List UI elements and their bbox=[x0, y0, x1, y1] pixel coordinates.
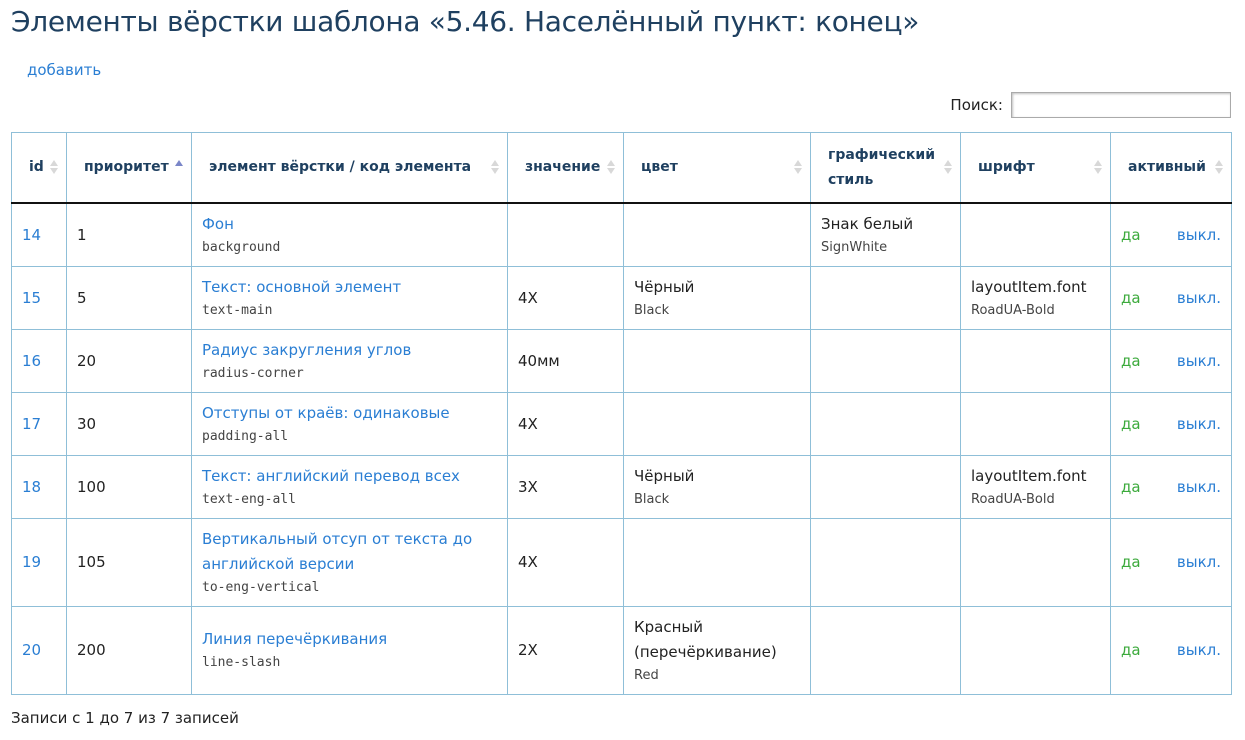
font-code: RoadUA-Bold bbox=[971, 491, 1055, 507]
cell-font bbox=[961, 455, 1111, 518]
cell-element bbox=[192, 606, 508, 694]
column-header-label: id bbox=[29, 159, 44, 175]
column-header-label: значение bbox=[525, 159, 601, 175]
active-controls bbox=[1121, 415, 1221, 433]
cell-graphic-style bbox=[811, 606, 961, 694]
active-controls bbox=[1121, 553, 1221, 571]
cell-color bbox=[624, 392, 811, 455]
priority-value: 200 bbox=[77, 641, 106, 659]
toggle-off-link[interactable]: выкл. bbox=[1176, 553, 1221, 571]
row-id-link[interactable]: 20 bbox=[22, 641, 42, 659]
cell-font bbox=[961, 266, 1111, 329]
cell-id bbox=[12, 518, 67, 606]
row-id-link[interactable]: 17 bbox=[22, 414, 42, 433]
sort-ascending-icon bbox=[175, 160, 183, 174]
sort-icon bbox=[50, 160, 58, 174]
cell-active bbox=[1111, 455, 1232, 518]
color-code: Black bbox=[634, 491, 670, 507]
cell-value bbox=[508, 518, 624, 606]
column-header-label: активный bbox=[1128, 159, 1206, 175]
column-header-label: цвет bbox=[641, 159, 678, 175]
element-code: text-eng-all bbox=[202, 491, 296, 507]
element-code: background bbox=[202, 239, 281, 255]
table-row bbox=[12, 455, 1232, 518]
cell-color bbox=[624, 203, 811, 266]
cell-id bbox=[12, 455, 67, 518]
cell-active bbox=[1111, 203, 1232, 266]
color-name: Чёрный bbox=[634, 277, 695, 296]
cell-graphic-style bbox=[811, 518, 961, 606]
cell-element bbox=[192, 203, 508, 266]
table-row bbox=[12, 203, 1232, 266]
cell-graphic-style bbox=[811, 455, 961, 518]
cell-graphic-style bbox=[811, 203, 961, 266]
cell-element bbox=[192, 518, 508, 606]
active-yes-link[interactable]: да bbox=[1121, 553, 1141, 571]
cell-id bbox=[12, 392, 67, 455]
active-yes-link[interactable]: да bbox=[1121, 351, 1141, 370]
cell-priority bbox=[67, 203, 192, 266]
font-code: RoadUA-Bold bbox=[971, 302, 1055, 318]
value-text: 3X bbox=[518, 477, 538, 496]
cell-element bbox=[192, 455, 508, 518]
column-header-value[interactable] bbox=[508, 133, 624, 204]
cell-value bbox=[508, 266, 624, 329]
element-code: to-eng-vertical bbox=[202, 579, 320, 595]
column-header-font[interactable] bbox=[961, 133, 1111, 204]
cell-priority bbox=[67, 392, 192, 455]
cell-active bbox=[1111, 392, 1232, 455]
column-header-label: приоритет bbox=[84, 159, 169, 175]
element-name-link[interactable]: Текст: английский перевод всех bbox=[202, 466, 460, 485]
sort-icon bbox=[794, 160, 802, 174]
sort-icon bbox=[607, 160, 615, 174]
value-text: 2X bbox=[518, 641, 538, 659]
toggle-off-link[interactable]: выкл. bbox=[1176, 288, 1221, 307]
active-controls bbox=[1121, 478, 1221, 496]
cell-element bbox=[192, 266, 508, 329]
element-name-link[interactable]: Отступы от краёв: одинаковые bbox=[202, 403, 450, 422]
cell-value bbox=[508, 606, 624, 694]
cell-font bbox=[961, 392, 1111, 455]
page-title: Элементы вёрстки шаблона «5.46. Населённый пункт: конец» bbox=[11, 5, 920, 38]
column-header-graphic-style[interactable] bbox=[811, 133, 961, 204]
table-body bbox=[12, 203, 1232, 694]
cell-color bbox=[624, 606, 811, 694]
cell-active bbox=[1111, 606, 1232, 694]
active-controls bbox=[1121, 226, 1221, 244]
cell-priority bbox=[67, 455, 192, 518]
element-code: padding-all bbox=[202, 428, 289, 444]
active-yes-link[interactable]: да bbox=[1121, 477, 1141, 496]
style-name: Знак белый bbox=[821, 214, 914, 233]
cell-font bbox=[961, 203, 1111, 266]
search-input[interactable] bbox=[1011, 92, 1231, 118]
priority-value: 105 bbox=[77, 553, 106, 571]
cell-id bbox=[12, 329, 67, 392]
search-label: Поиск: bbox=[950, 96, 1003, 114]
cell-graphic-style bbox=[811, 329, 961, 392]
cell-graphic-style bbox=[811, 266, 961, 329]
cell-element bbox=[192, 392, 508, 455]
element-code: radius-corner bbox=[202, 365, 304, 381]
row-id-link[interactable]: 16 bbox=[22, 351, 42, 370]
font-name: layoutItem.font bbox=[971, 277, 1087, 296]
table-row bbox=[12, 266, 1232, 329]
sort-icon bbox=[1215, 160, 1223, 174]
value-text: 4X bbox=[518, 288, 538, 307]
cell-font bbox=[961, 329, 1111, 392]
color-code: Red bbox=[634, 667, 659, 683]
cell-priority bbox=[67, 266, 192, 329]
sort-icon bbox=[944, 160, 952, 174]
cell-value bbox=[508, 329, 624, 392]
priority-value: 5 bbox=[77, 288, 87, 307]
toggle-off-link[interactable]: выкл. bbox=[1176, 225, 1221, 244]
cell-color bbox=[624, 266, 811, 329]
cell-value bbox=[508, 392, 624, 455]
cell-priority bbox=[67, 606, 192, 694]
cell-font bbox=[961, 606, 1111, 694]
toggle-off-link[interactable]: выкл. bbox=[1176, 641, 1221, 659]
cell-active bbox=[1111, 518, 1232, 606]
cell-font bbox=[961, 518, 1111, 606]
cell-active bbox=[1111, 266, 1232, 329]
priority-value: 20 bbox=[77, 351, 97, 370]
table-info: Записи с 1 до 7 из 7 записей bbox=[11, 709, 239, 727]
column-header-label: графический стиль bbox=[828, 146, 936, 188]
column-header-label: шрифт bbox=[978, 159, 1035, 175]
cell-value bbox=[508, 455, 624, 518]
active-controls bbox=[1121, 352, 1221, 370]
cell-color bbox=[624, 455, 811, 518]
cell-active bbox=[1111, 329, 1232, 392]
sort-icon bbox=[491, 160, 499, 174]
cell-priority bbox=[67, 518, 192, 606]
cell-graphic-style bbox=[811, 392, 961, 455]
active-controls bbox=[1121, 289, 1221, 307]
cell-color bbox=[624, 518, 811, 606]
column-header-color[interactable] bbox=[624, 133, 811, 204]
active-yes-link[interactable]: да bbox=[1121, 414, 1141, 433]
cell-id bbox=[12, 606, 67, 694]
row-id-link[interactable]: 14 bbox=[22, 225, 42, 244]
value-text: 4X bbox=[518, 553, 538, 571]
element-name-link[interactable]: Линия перечёркивания bbox=[202, 630, 388, 648]
row-id-link[interactable]: 18 bbox=[22, 477, 42, 496]
priority-value: 30 bbox=[77, 414, 97, 433]
element-name-link[interactable]: Фон bbox=[202, 214, 234, 233]
color-name: Красный (перечёркивание) bbox=[634, 617, 777, 661]
cell-id bbox=[12, 203, 67, 266]
column-header-element[interactable] bbox=[192, 133, 508, 204]
toggle-off-link[interactable]: выкл. bbox=[1176, 414, 1221, 433]
cell-id bbox=[12, 266, 67, 329]
add-link[interactable]: добавить bbox=[27, 61, 102, 79]
sort-icon bbox=[1094, 160, 1102, 174]
table-row bbox=[12, 518, 1232, 606]
element-code: text-main bbox=[202, 302, 273, 318]
column-header-active[interactable] bbox=[1111, 133, 1232, 204]
value-text: 40мм bbox=[518, 351, 560, 370]
table-row bbox=[12, 329, 1232, 392]
color-name: Чёрный bbox=[634, 466, 695, 485]
font-name: layoutItem.font bbox=[971, 466, 1087, 485]
priority-value: 100 bbox=[77, 477, 106, 496]
toggle-off-link[interactable]: выкл. bbox=[1176, 477, 1221, 496]
cell-color bbox=[624, 329, 811, 392]
element-name-link[interactable]: Радиус закругления углов bbox=[202, 340, 412, 359]
elements-table bbox=[11, 132, 1232, 695]
active-yes-link[interactable]: да bbox=[1121, 288, 1141, 307]
table-row bbox=[12, 392, 1232, 455]
cell-priority bbox=[67, 329, 192, 392]
color-code: Black bbox=[634, 302, 670, 318]
search-box bbox=[950, 92, 1231, 118]
style-code: SignWhite bbox=[821, 239, 888, 255]
column-header-id[interactable] bbox=[12, 133, 67, 204]
row-id-link[interactable]: 15 bbox=[22, 288, 42, 307]
table-header-row bbox=[12, 133, 1232, 204]
active-controls bbox=[1121, 641, 1221, 659]
element-name-link[interactable]: Текст: основной элемент bbox=[202, 277, 402, 296]
column-header-label: элемент вёрстки / код элемента bbox=[209, 159, 472, 175]
element-name-link[interactable]: Вертикальный отсуп от текста до английской версии bbox=[202, 529, 473, 573]
cell-value bbox=[508, 203, 624, 266]
row-id-link[interactable]: 19 bbox=[22, 553, 42, 571]
cell-element bbox=[192, 329, 508, 392]
table-row bbox=[12, 606, 1232, 694]
column-header-priority[interactable] bbox=[67, 133, 192, 204]
value-text: 4X bbox=[518, 414, 538, 433]
element-code: line-slash bbox=[202, 655, 281, 670]
active-yes-link[interactable]: да bbox=[1121, 641, 1141, 659]
active-yes-link[interactable]: да bbox=[1121, 225, 1141, 244]
priority-value: 1 bbox=[77, 225, 87, 244]
toggle-off-link[interactable]: выкл. bbox=[1176, 351, 1221, 370]
